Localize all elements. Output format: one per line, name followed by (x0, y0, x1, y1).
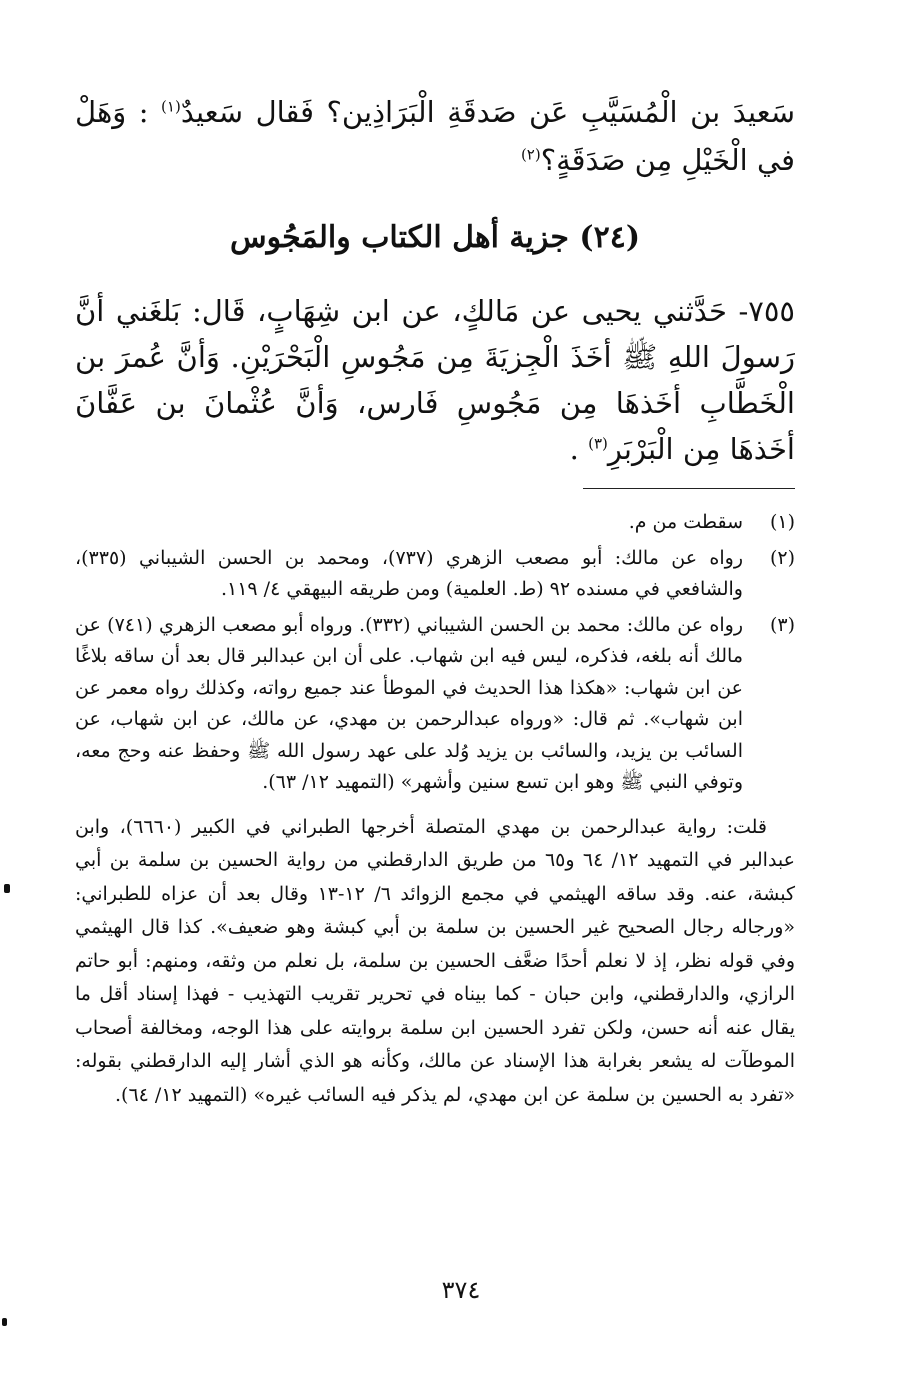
footnote-number: (٣) (769, 613, 795, 636)
page-content (75, 88, 795, 1112)
footnote-number: (٢) (769, 546, 795, 569)
footnote-item (75, 507, 795, 539)
section-heading: (٢٤) جزية أهل الكتاب والمَجُوس (229, 220, 641, 255)
hadith-paragraph (75, 288, 795, 472)
page-number: ٣٧٤ (441, 1276, 481, 1304)
footnote-text: رواه عن مالك: أبو مصعب الزهري (٧٣٧)، ومحمد بن الحسن الشيباني (٣٣٥)، والشافعي في مسنده ٩٢ (ط. العلمية) ومن طريقه البيهقي ٤/ ١١٩. (75, 546, 744, 600)
footnotes-list (75, 507, 795, 799)
scan-mark (2, 1318, 7, 1326)
scan-mark (4, 884, 10, 893)
footnote-item (75, 610, 795, 799)
footnote-item (75, 543, 795, 606)
footnote-ref-1: (١) (161, 97, 181, 116)
continuation-text-b: : وَهَلْ في الْخَيْلِ مِن صَدَقَةٍ؟ (75, 95, 795, 177)
footnote-number: (١) (769, 511, 795, 533)
hadith-text: ٧٥٥- حَدَّثني يحيى عن مَالكٍ، عن ابن شِهَابٍ، قَال: بَلغَني أنَّ رَسولَ اللهِ ﷺ أخَذَ الْجِزيَةَ مِن مَجُوسِ الْبَحْرَيْنِ. وَأنَّ عُمرَ بن الْخَطَّابِ أخَذهَا مِن مَجُوسِ فَارس، وَأنَّ عُثْمانَ بن عَفَّانَ أخَذهَا مِن الْبَرْبَرِ (75, 294, 795, 466)
continuation-paragraph (75, 88, 795, 184)
commentary-paragraph: قلت: رواية عبدالرحمن بن مهدي المتصلة أخرجها الطبراني في الكبير (٦٦٦٠)، وابن عبدالبر في التمهيد ١٢/ ٦٤ و٦٥ من طريق الدارقطني من رواية الحسين بن سلمة بن أبي كبشة، عنه. وقد ساقه الهيثمي في مجمع الزوائد ٦/ ١٢-١٣ وقال بعد أن عزاه للطبراني: «ورجاله رجال الصحيح غير الحسين بن سلمة بن أبي كبشة وهو ضعيف». كذا قال الهيثمي وفي قوله نظر، إذ لا نعلم أحدًا ضعَّف الحسين بن سلمة، بل نعلم من وثقه، ومنهم: أبو حاتم الرازي، والدارقطني، وابن حبان - كما بيناه في تحرير تقريب التهذيب - فهذا إسناد أقل ما يقال عنه أنه حسن، ولكن تفرد الحسين ابن سلمة بروايته على هذا الوجه، ومخالفة أصحاب الموطآت له يشعر بغرابة هذا الإسناد عن مالك، وكأنه هو الذي أشار إليه الدارقطني بقوله: «تفرد به الحسين بن سلمة عن ابن مهدي، لم يذكر فيه السائب غيره» (التمهيد ١٢/ ٦٤). (75, 815, 796, 1106)
continuation-text: سَعيدَ بن الْمُسَيَّبِ عَن صَدقَةِ الْبَرَاذِين؟ فَقال سَعيدٌ (180, 95, 796, 129)
footnote-divider (583, 488, 795, 489)
footnote-ref-2: (٢) (520, 145, 541, 164)
footnote-text: رواه عن مالك: محمد بن الحسن الشيباني (٣٣٢). ورواه أبو مصعب الزهري (٧٤١) عن مالك أنه بلغه، فذكره، ليس فيه ابن شهاب. على أن ابن عبدالبر قال بعد أن ساقه بلاغًا عن ابن شهاب: «هكذا هذا الحديث في الموطأ عند جميع رواته، وكذلك رواه معمر عن ابن شهاب». ثم قال: «ورواه عبدالرحمن بن مهدي، عن مالك، عن ابن شهاب، عن السائب بن يزيد، والسائب بن يزيد وُلد على عهد رسول الله ﷺ وحفظ عنه وحج معه، وتوفي النبي ﷺ وهو ابن تسع سنين وأشهر» (التمهيد ١٢/ ٦٣). (75, 613, 743, 793)
hadith-end: . (569, 432, 589, 466)
footnote-text: سقطت من م. (628, 511, 743, 533)
footnote-ref-3: (٣) (588, 434, 608, 453)
